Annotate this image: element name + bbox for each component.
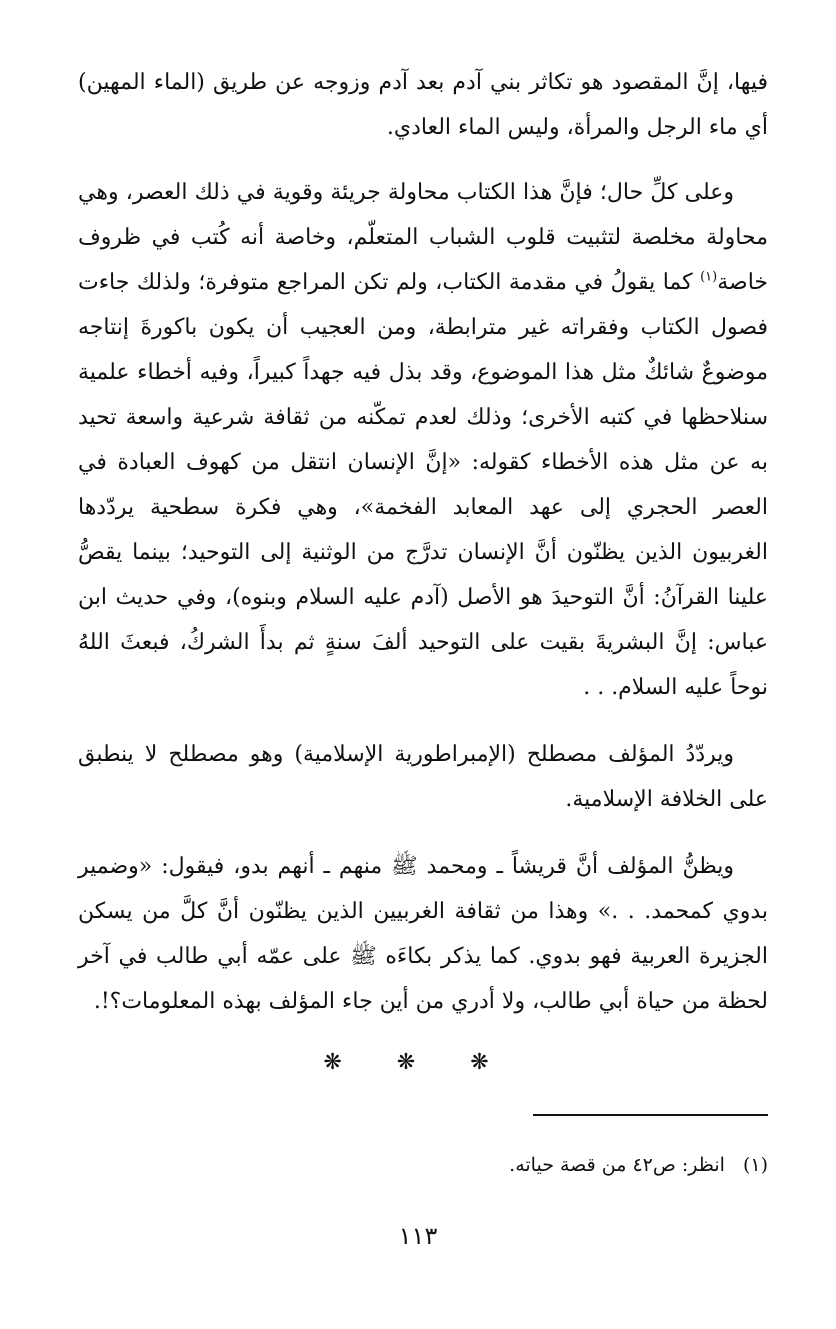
footnote-reference[interactable]: (١) — [700, 269, 718, 285]
footnote-divider — [533, 1114, 768, 1116]
paragraph-2 — [78, 170, 768, 710]
paragraph-1: فيها، إنَّ المقصود هو تكاثر بني آدم بعد آدم وزوجه عن طريق (الماء المهين) أي ماء الرجل والمرأة، وليس الماء العادي. — [78, 70, 768, 140]
footnote-text: انظر: ص٤٢ من قصة حياته. — [509, 1154, 725, 1176]
paragraph-2-part-2: كما يقولُ في مقدمة الكتاب، ولم تكن المراجع متوفرة؛ ولذلك جاءت فصول الكتاب وفقراته غير مترابطة، ومن العجيب أن يكون باكورةَ إنتاجه موضوعٌ شائكٌ مثل هذا الموضوع، وقد بذل فيه جهداً كبيراً، وفيه أخطاء علمية سنلاحظها في كتبه الأخرى؛ وذلك لعدم تمكّنه من ثقافة شرعية واسعة تحيد به عن مثل هذه الأخطاء كقوله: «إنَّ الإنسان انتقل من كهوف العبادة في العصر الحجري إلى عهد المعابد الفخمة»، وهي فكرة سطحية يردّدها الغربيون الذين يظنّون أنَّ الإنسان تدرَّج من الوثنية إلى التوحيد؛ بينما يقصُّ علينا القرآنُ: أنَّ التوحيدَ هو الأصل (آدم عليه السلام وبنوه)، وفي حديث ابن عباس: إنَّ البشريةَ بقيت على التوحيد ألفَ سنةٍ ثم بدأَ الشركُ، فبعثَ اللهُ نوحاً عليه السلام. . . — [78, 270, 769, 700]
paragraph-2-part-1: وعلى كلِّ حال؛ فإنَّ هذا الكتاب محاولة جريئة وقوية في ذلك العصر، وهي محاولة مخلصة لتثبيت قلوب الشباب المتعلّم، وخاصة أنه كُتب في ظروف خاصة — [78, 180, 768, 295]
page-number: ١١٣ — [398, 1222, 438, 1250]
footnote-number: (١) — [742, 1154, 768, 1176]
footnote — [509, 1150, 768, 1180]
section-separator: ❋ ❋ ❋ — [323, 1050, 513, 1075]
page-body — [78, 60, 768, 1024]
paragraph-3: ويردّدُ المؤلف مصطلح (الإمبراطورية الإسلامية) وهو مصطلح لا ينطبق على الخلافة الإسلامية. — [78, 742, 768, 812]
paragraph-4: ويظنُّ المؤلف أنَّ قريشاً ـ ومحمد ﷺ منهم ـ أنهم بدو، فيقول: «وضمير بدوي كمحمد. . .» وهذا من ثقافة الغربيين الذين يظنّون أنَّ كلَّ من يسكن الجزيرة العربية فهو بدوي. كما يذكر بكاءَه ﷺ على عمّه أبي طالب في آخر لحظة من حياة أبي طالب، ولا أدري من أين جاء المؤلف بهذه المعلومات؟!. — [78, 854, 768, 1014]
